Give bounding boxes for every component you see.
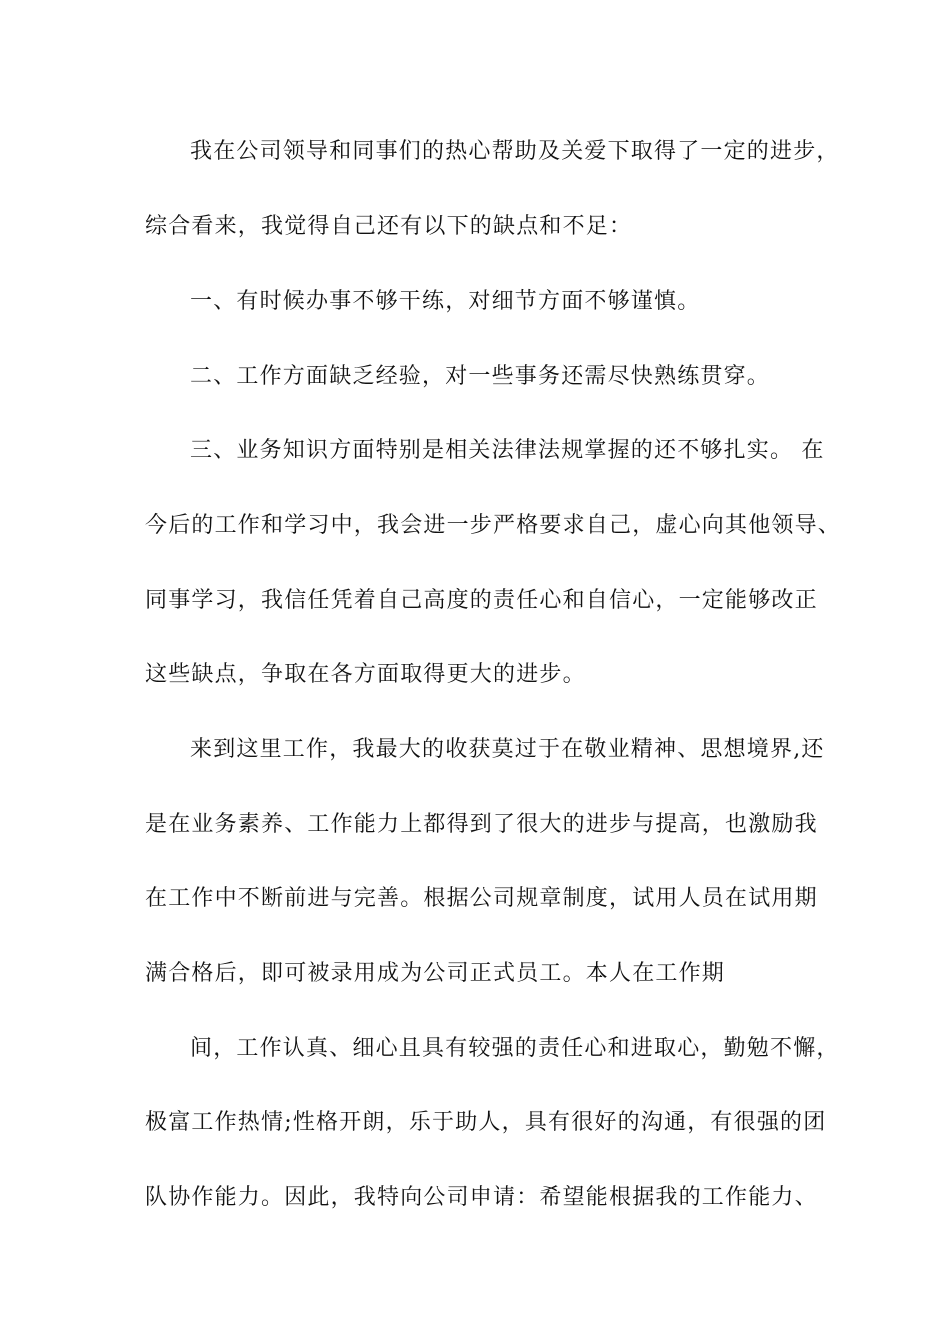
text-line-14: 极富工作热情;性格开朗，乐于助人，具有很好的沟通，有很强的团 [145,1110,827,1135]
text-line-8: 这些缺点，争取在各方面取得更大的进步。 [145,662,586,687]
text-line-6: 今后的工作和学习中，我会进一步严格要求自己，虚心向其他领导、 [145,513,842,538]
text-line-1: 我在公司领导和同事们的热心帮助及关爱下取得了一定的进步， [190,139,840,164]
text-line-11: 在工作中不断前进与完善。根据公司规章制度，试用人员在试用期 [145,886,818,911]
text-line-15: 队协作能力。因此，我特向公司申请：希望能根据我的工作能力、 [145,1185,818,1210]
text-line-10: 是在业务素养、工作能力上都得到了很大的进步与提高，也激励我 [145,812,818,837]
text-line-2: 综合看来，我觉得自己还有以下的缺点和不足： [145,214,633,239]
text-line-7: 同事学习，我信任凭着自己高度的责任心和自信心，一定能够改正 [145,588,818,613]
text-line-12: 满合格后，即可被录用成为公司正式员工。本人在工作期 [145,961,726,986]
text-line-13: 间，工作认真、细心且具有较强的责任心和进取心，勤勉不懈， [190,1036,840,1061]
text-line-9: 来到这里工作，我最大的收获莫过于在敬业精神、思想境界,还 [190,737,825,762]
text-line-3: 一、有时候办事不够干练，对细节方面不够谨慎。 [190,289,701,314]
text-line-4: 二、工作方面缺乏经验，对一些事务还需尽快熟练贯穿。 [190,364,771,389]
text-line-5: 三、业务知识方面特别是相关法律法规掌握的还不够扎实。 在 [190,438,825,463]
